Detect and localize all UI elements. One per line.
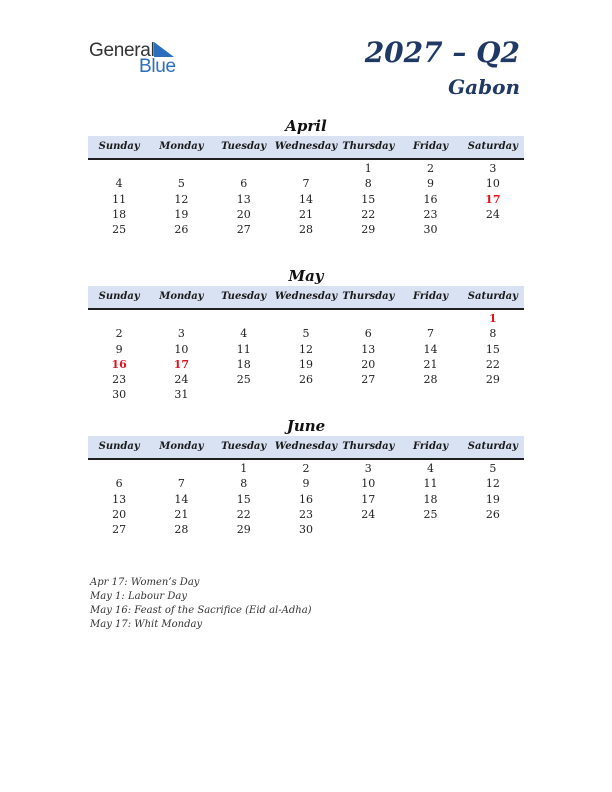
- day-cell: 1: [240, 462, 248, 475]
- day-cell: 24: [174, 373, 189, 387]
- weekday-header: Monday: [159, 291, 204, 302]
- day-cell: 19: [485, 492, 500, 506]
- day-cell: 22: [485, 357, 500, 371]
- empty-day-cell: [88, 461, 150, 476]
- day-cell: 12: [174, 192, 189, 206]
- day-cell: 11: [236, 342, 251, 356]
- day-cell: 14: [423, 342, 438, 356]
- month-name: May: [288, 267, 324, 285]
- weekday-header: Saturday: [467, 291, 518, 302]
- weekday-header: Wednesday: [274, 291, 338, 302]
- day-cell: 22: [361, 207, 376, 221]
- week-row: [88, 507, 524, 522]
- empty-day-cell: [213, 311, 275, 326]
- empty-day-cell: [275, 387, 337, 402]
- empty-day-cell: [399, 387, 461, 402]
- day-cell: 23: [423, 207, 438, 221]
- empty-day-cell: [462, 387, 524, 402]
- page-subtitle: Gabon: [448, 75, 520, 99]
- day-cell: 18: [112, 207, 127, 221]
- empty-day-cell: [150, 461, 212, 476]
- empty-day-cell: [337, 311, 399, 326]
- empty-day-cell: [399, 522, 461, 537]
- week-row: [88, 372, 524, 387]
- weekday-header: Friday: [412, 291, 449, 302]
- holiday-notes: [90, 576, 312, 632]
- holiday-day-cell: 16: [111, 357, 127, 371]
- day-cell: 25: [236, 373, 251, 387]
- empty-day-cell: [213, 161, 275, 176]
- month-april: [88, 116, 524, 237]
- week-row: [88, 192, 524, 207]
- day-cell: 10: [174, 342, 189, 356]
- day-cell: 5: [177, 177, 185, 191]
- day-cell: 27: [236, 223, 251, 237]
- day-cell: 20: [236, 207, 251, 221]
- week-row: [88, 476, 524, 491]
- day-cell: 24: [485, 207, 500, 221]
- empty-day-cell: [88, 311, 150, 326]
- day-cell: 12: [485, 477, 500, 491]
- weekday-header: Sunday: [98, 291, 140, 302]
- week-row: [88, 161, 524, 176]
- logo: [89, 40, 189, 80]
- day-cell: 28: [298, 223, 313, 237]
- day-cell: 6: [364, 327, 372, 341]
- day-cell: 10: [361, 477, 376, 491]
- empty-day-cell: [213, 387, 275, 402]
- day-cell: 12: [298, 342, 313, 356]
- day-cell: 31: [174, 388, 189, 402]
- day-cell: 15: [485, 342, 500, 356]
- day-cell: 20: [112, 507, 127, 521]
- week-row: [88, 207, 524, 222]
- day-cell: 29: [485, 373, 500, 387]
- day-cell: 28: [423, 373, 438, 387]
- holiday-note: Apr 17: Women’s Day: [90, 577, 200, 588]
- day-cell: 4: [427, 462, 435, 475]
- day-cell: 3: [489, 162, 497, 175]
- day-cell: 4: [240, 327, 248, 341]
- day-cell: 25: [112, 223, 127, 237]
- day-cell: 6: [240, 177, 248, 191]
- holiday-day-cell: 1: [489, 312, 497, 325]
- day-cell: 8: [364, 177, 372, 191]
- day-cell: 10: [485, 177, 500, 191]
- empty-day-cell: [462, 222, 524, 237]
- month-name: June: [286, 417, 326, 435]
- day-cell: 26: [174, 223, 189, 237]
- day-cell: 16: [298, 492, 313, 506]
- day-cell: 16: [423, 192, 438, 206]
- holiday-day-cell: 17: [485, 192, 501, 206]
- weekday-header: Monday: [159, 141, 204, 152]
- logo-word-blue: Blue: [139, 56, 176, 77]
- day-cell: 23: [112, 373, 127, 387]
- day-cell: 5: [489, 462, 497, 475]
- logo-word-general: General: [89, 40, 155, 61]
- day-cell: 3: [364, 462, 372, 475]
- week-row: [88, 222, 524, 237]
- day-cell: 2: [302, 462, 310, 475]
- day-cell: 6: [115, 477, 123, 491]
- day-cell: 28: [174, 523, 189, 537]
- day-cell: 9: [427, 177, 435, 191]
- day-cell: 30: [112, 388, 127, 402]
- weekday-header: Wednesday: [274, 141, 338, 152]
- day-cell: 26: [485, 507, 500, 521]
- day-cell: 21: [298, 207, 313, 221]
- page-title: 2027 – Q2: [364, 36, 520, 69]
- day-cell: 3: [177, 327, 185, 341]
- empty-day-cell: [399, 311, 461, 326]
- day-cell: 9: [115, 342, 123, 356]
- day-cell: 13: [361, 342, 376, 356]
- month-may: [88, 266, 524, 403]
- weekday-header: Tuesday: [221, 441, 267, 452]
- weekday-header: Friday: [412, 441, 449, 452]
- month-name: April: [285, 117, 327, 135]
- day-cell: 15: [236, 492, 251, 506]
- week-row: [88, 326, 524, 341]
- day-cell: 20: [361, 357, 376, 371]
- day-cell: 29: [361, 223, 376, 237]
- day-cell: 11: [423, 477, 438, 491]
- day-cell: 11: [112, 192, 127, 206]
- week-row: [88, 387, 524, 402]
- day-cell: 14: [298, 192, 313, 206]
- day-cell: 14: [174, 492, 189, 506]
- empty-day-cell: [337, 387, 399, 402]
- day-cell: 23: [298, 507, 313, 521]
- day-cell: 26: [298, 373, 313, 387]
- holiday-note: May 1: Labour Day: [90, 591, 187, 602]
- day-cell: 7: [427, 327, 435, 341]
- day-cell: 4: [115, 177, 123, 191]
- day-cell: 24: [361, 507, 376, 521]
- day-cell: 13: [236, 192, 251, 206]
- weekday-header: Saturday: [467, 141, 518, 152]
- day-cell: 27: [361, 373, 376, 387]
- weekday-header: Monday: [159, 441, 204, 452]
- weekday-header-row: [88, 136, 524, 160]
- weekday-header: Wednesday: [274, 441, 338, 452]
- day-cell: 27: [112, 523, 127, 537]
- weekday-header: Tuesday: [221, 141, 267, 152]
- empty-day-cell: [462, 522, 524, 537]
- empty-day-cell: [150, 311, 212, 326]
- empty-day-cell: [150, 161, 212, 176]
- weekday-header: Thursday: [342, 291, 395, 302]
- week-row: [88, 342, 524, 357]
- week-row: [88, 311, 524, 326]
- day-cell: 7: [302, 177, 310, 191]
- empty-day-cell: [275, 161, 337, 176]
- weekday-header: Tuesday: [221, 291, 267, 302]
- weekday-header: Sunday: [98, 141, 140, 152]
- week-row: [88, 357, 524, 372]
- weekday-header: Sunday: [98, 441, 140, 452]
- weekday-header: Thursday: [342, 441, 395, 452]
- holiday-note: May 16: Feast of the Sacrifice (Eid al-Adha): [90, 605, 312, 616]
- day-cell: 2: [115, 327, 123, 341]
- day-cell: 7: [177, 477, 185, 491]
- day-cell: 2: [427, 162, 435, 175]
- day-cell: 13: [112, 492, 127, 506]
- weekday-header: Friday: [412, 141, 449, 152]
- day-cell: 22: [236, 507, 251, 521]
- day-cell: 1: [364, 162, 372, 175]
- day-cell: 21: [174, 507, 189, 521]
- day-cell: 21: [423, 357, 438, 371]
- day-cell: 18: [423, 492, 438, 506]
- weekday-header: Thursday: [342, 141, 395, 152]
- empty-day-cell: [88, 161, 150, 176]
- day-cell: 17: [361, 492, 376, 506]
- day-cell: 30: [298, 523, 313, 537]
- week-row: [88, 461, 524, 476]
- day-cell: 25: [423, 507, 438, 521]
- week-row: [88, 176, 524, 191]
- day-cell: 8: [240, 477, 248, 491]
- day-cell: 18: [236, 357, 251, 371]
- empty-day-cell: [337, 522, 399, 537]
- day-cell: 19: [174, 207, 189, 221]
- empty-day-cell: [275, 311, 337, 326]
- day-cell: 8: [489, 327, 497, 341]
- day-cell: 29: [236, 523, 251, 537]
- weekday-header-row: [88, 436, 524, 460]
- day-cell: 19: [298, 357, 313, 371]
- day-cell: 9: [302, 477, 310, 491]
- holiday-note: May 17: Whit Monday: [90, 619, 203, 630]
- day-cell: 5: [302, 327, 310, 341]
- holiday-day-cell: 17: [173, 357, 190, 371]
- weekday-header-row: [88, 286, 524, 310]
- week-row: [88, 492, 524, 507]
- month-june: [88, 416, 524, 537]
- day-cell: 15: [361, 192, 376, 206]
- day-cell: 30: [423, 223, 438, 237]
- weekday-header: Saturday: [467, 441, 518, 452]
- week-row: [88, 522, 524, 537]
